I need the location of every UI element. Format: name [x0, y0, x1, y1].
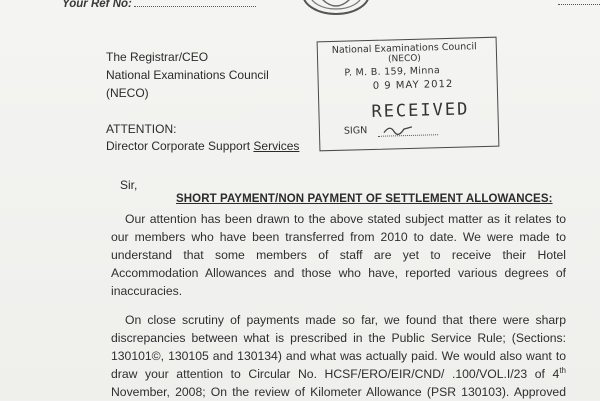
paragraph-1-line: Our attention has been drawn to the above stated subject matter as it relates to [125, 212, 566, 226]
reference-number-line [62, 0, 256, 10]
recipient-line-3: (NECO) [106, 86, 149, 100]
received-stamp [317, 37, 500, 152]
stamp-sign-label: SIGN [343, 125, 368, 137]
ordinal-superscript: th [559, 365, 566, 375]
paragraph-2 [111, 311, 566, 401]
paragraph-1-line: inaccuracies. [111, 284, 183, 298]
paragraph-1-line: understand that some members of staff are yet to receive their Hotel [111, 248, 566, 262]
paragraph-2-line-with-superscript [111, 365, 566, 383]
stamp-address: P. M. B. 159, Minna [344, 65, 441, 79]
stamp-organization: National Examinations Council [331, 41, 477, 56]
letter-subject: SHORT PAYMENT/NON PAYMENT OF SETTLEMENT ALLOWANCES: [176, 193, 553, 205]
stamp-abbreviation: (NECO) [387, 53, 422, 65]
header-right-dotted-line [558, 4, 600, 5]
reference-label: Your Ref No: [62, 0, 132, 10]
paragraph-1-line: our members who have been transferred from 2010 to date. We were made to [111, 230, 566, 244]
salutation: Sir, [120, 178, 138, 192]
attention-line-underlined: Services [253, 139, 300, 153]
paragraph-2-line: 130101©, 130105 and 130134) and what was actually paid. We would also want to [111, 349, 566, 363]
coat-of-arms-seal [299, 0, 373, 16]
recipient-line-1: The Registrar/CEO [106, 50, 209, 64]
recipient-line-2: National Examinations Council [106, 68, 269, 82]
attention-label: ATTENTION: [106, 122, 177, 136]
reference-dotted-line [134, 0, 256, 7]
stamp-signature [380, 122, 420, 137]
paragraph-1-line: Accommodation Allowances and those who have, reported various degrees of [111, 266, 566, 280]
paragraph-2-line: On close scrutiny of payments made so far, we found that there were sharp [125, 313, 566, 327]
paragraph-1 [111, 210, 566, 300]
paragraph-2-line-text: draw your attention to Circular No. HCSF/ERO/EIR/CND/ .100/VOL.I/23 of 4 [111, 367, 560, 381]
stamp-received: RECEIVED [371, 99, 470, 122]
paragraph-2-line: discrepancies between what is prescribed in the Public Service Rule; (Sections: [111, 331, 566, 345]
paragraph-2-line: November, 2008; On the review of Kilometer Allowance (PSR 130103). Approved [111, 385, 566, 399]
attention-line [106, 139, 299, 153]
attention-line-prefix: Director Corporate Support [106, 139, 254, 153]
stamp-date: 0 9 MAY 2012 [372, 78, 454, 92]
